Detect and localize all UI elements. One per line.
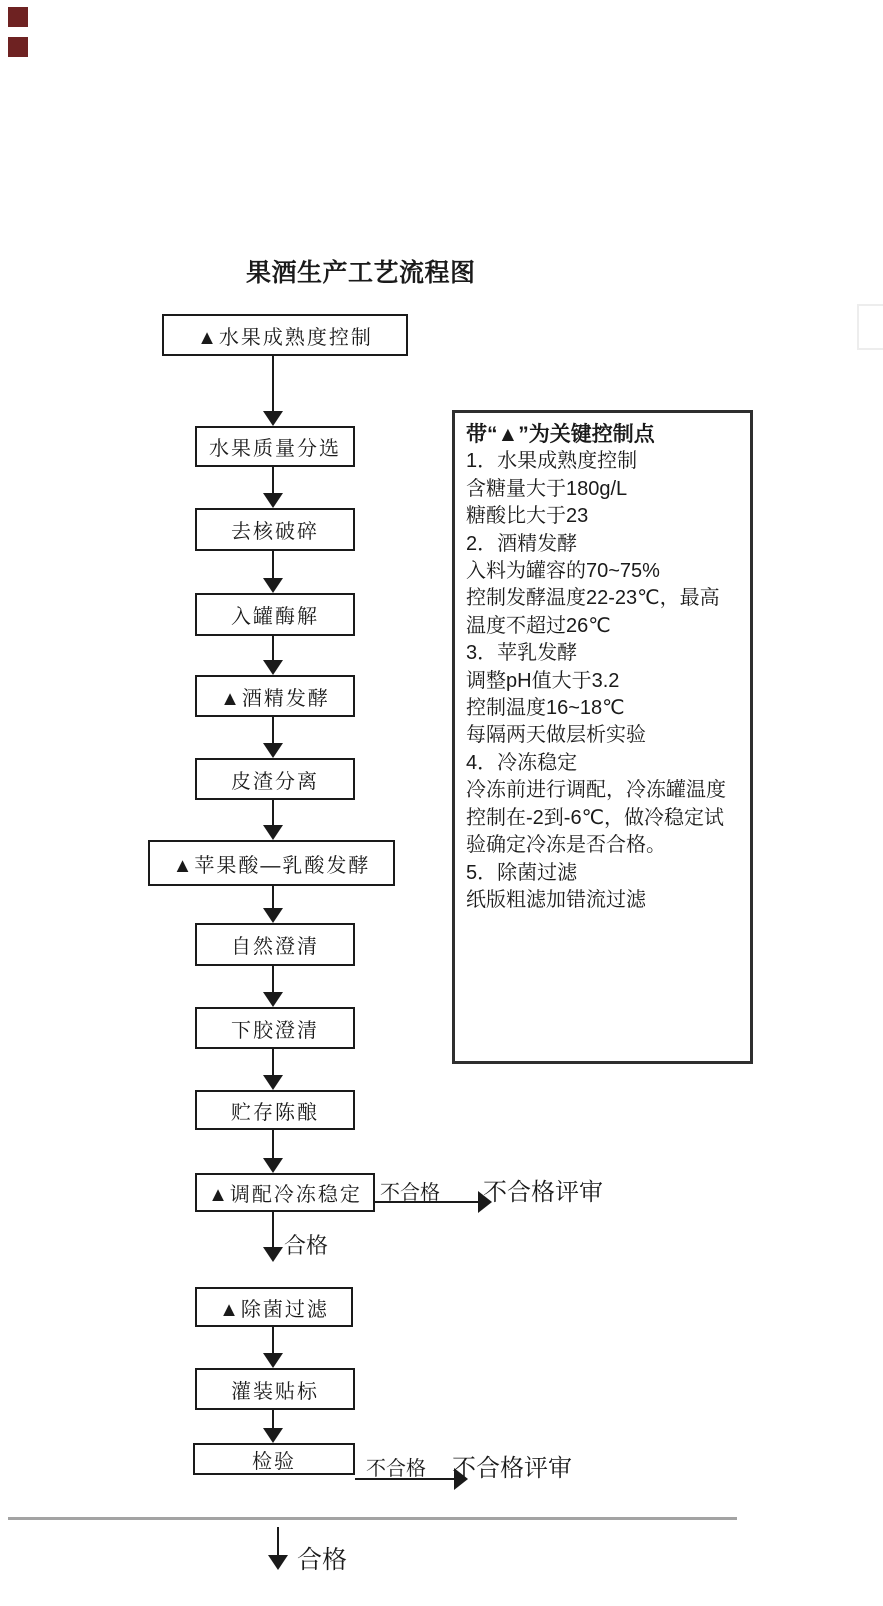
step-label: 灌装贴标 [231, 1380, 319, 1403]
notes-title: 带“▲”为关键控制点 [466, 423, 655, 446]
notes-line: 含糖量大于180g/L [466, 477, 628, 500]
arrowhead-down-icon [263, 992, 283, 1007]
arrowhead-down-icon [268, 1555, 288, 1570]
notes-line: 温度不超过26℃ [466, 614, 611, 637]
flow-arrow-line [272, 467, 274, 494]
pass-label: 合格 [284, 1233, 329, 1258]
flow-arrow-line [272, 636, 274, 661]
notes-line: 2．酒精发酵 [466, 532, 578, 555]
arrowhead-down-icon [263, 1075, 283, 1090]
step-label: 皮渣分离 [231, 770, 319, 793]
step-label: ▲酒精发酵 [220, 687, 330, 710]
arrowhead-down-icon [263, 908, 283, 923]
step-destone-crush [195, 508, 355, 551]
step-label: 入罐酶解 [231, 606, 319, 628]
arrowhead-down-icon [263, 578, 283, 593]
arrowhead-down-icon [263, 743, 283, 758]
step-label: 检验 [252, 1450, 296, 1473]
arrowhead-down-icon [263, 493, 283, 508]
step-tank-enzymolysis [195, 593, 355, 636]
notes-line: 冷冻前进行调配，冷冻罐温度 [466, 779, 726, 802]
step-label: 水果质量分选 [209, 438, 341, 460]
maroon-square-icon [8, 37, 28, 57]
notes-line: 糖酸比大于23 [466, 505, 589, 528]
notes-line: 4．冷冻稳定 [466, 751, 578, 774]
step-fruit-maturity-control [162, 314, 408, 356]
maroon-square-icon [8, 7, 28, 27]
notes-line: 验确定冷冻是否合格。 [466, 834, 666, 857]
flow-arrow-line [272, 1327, 274, 1354]
notes-line: 纸版粗滤加错流过滤 [466, 888, 646, 911]
flow-arrow-line [272, 1410, 274, 1429]
flow-arrow-line [272, 551, 274, 579]
pass-label: 合格 [297, 1546, 348, 1574]
step-fruit-quality-sorting [195, 426, 355, 467]
step-alcohol-fermentation [195, 675, 355, 717]
step-fining-clarification [195, 1007, 355, 1049]
arrowhead-down-icon [263, 825, 283, 840]
notes-line: 控制发酵温度22-23℃，最高 [466, 587, 720, 610]
arrowhead-down-icon [263, 1158, 283, 1173]
arrowhead-down-icon [263, 411, 283, 426]
fail-label: 不合格 [380, 1182, 440, 1204]
page-title: 果酒生产工艺流程图 [246, 259, 476, 287]
notes-line: 入料为罐容的70~75% [466, 560, 660, 583]
step-label: 下胶澄清 [231, 1019, 319, 1042]
step-filling-labeling [195, 1368, 355, 1410]
step-natural-clarification [195, 923, 355, 966]
step-malolactic-fermentation [148, 840, 395, 886]
step-skin-residue-separation [195, 758, 355, 800]
step-blending-freeze-stabilization [195, 1173, 375, 1212]
key-control-points-panel [452, 410, 753, 1064]
notes-line: 5．除菌过滤 [466, 861, 578, 884]
step-label: ▲水果成熟度控制 [197, 326, 373, 349]
step-label: ▲除菌过滤 [219, 1298, 329, 1321]
notes-line: 1．水果成熟度控制 [466, 450, 638, 473]
flow-arrow-line [272, 966, 274, 993]
notes-line: 调整pH值大于3.2 [466, 669, 620, 692]
step-label: ▲调配冷冻稳定 [208, 1184, 362, 1206]
step-label: 自然澄清 [231, 936, 319, 958]
flow-arrow-line [272, 1049, 274, 1076]
fail-review-label: 不合格评审 [483, 1179, 603, 1206]
step-label: ▲苹果酸—乳酸发酵 [172, 854, 371, 877]
notes-line: 每隔两天做层析实验 [466, 724, 646, 747]
step-inspection [193, 1443, 355, 1475]
fail-label: 不合格 [366, 1458, 426, 1480]
arrowhead-down-icon [263, 1247, 283, 1262]
arrowhead-down-icon [263, 1353, 283, 1368]
notes-line: 控制温度16~18℃ [466, 697, 625, 720]
flow-arrow-line [277, 1527, 279, 1556]
bottom-divider-line [8, 1517, 737, 1520]
step-label: 去核破碎 [231, 521, 319, 543]
step-sterile-filtration [195, 1287, 353, 1327]
flow-arrow-line [272, 800, 274, 826]
notes-line: 控制在-2到-6℃，做冷稳定试 [466, 806, 725, 829]
step-storage-aging [195, 1090, 355, 1130]
clipped-box-fragment [857, 304, 883, 350]
flow-arrow-line [272, 886, 274, 909]
flow-arrow-line [272, 1130, 274, 1159]
arrowhead-down-icon [263, 660, 283, 675]
step-label: 贮存陈酿 [231, 1101, 319, 1124]
notes-line: 3．苹乳发酵 [466, 642, 578, 665]
arrowhead-down-icon [263, 1428, 283, 1443]
flow-arrow-line [272, 1212, 274, 1248]
fail-review-label: 不合格评审 [452, 1455, 572, 1482]
flow-arrow-line [272, 356, 274, 412]
flow-arrow-line [272, 717, 274, 744]
